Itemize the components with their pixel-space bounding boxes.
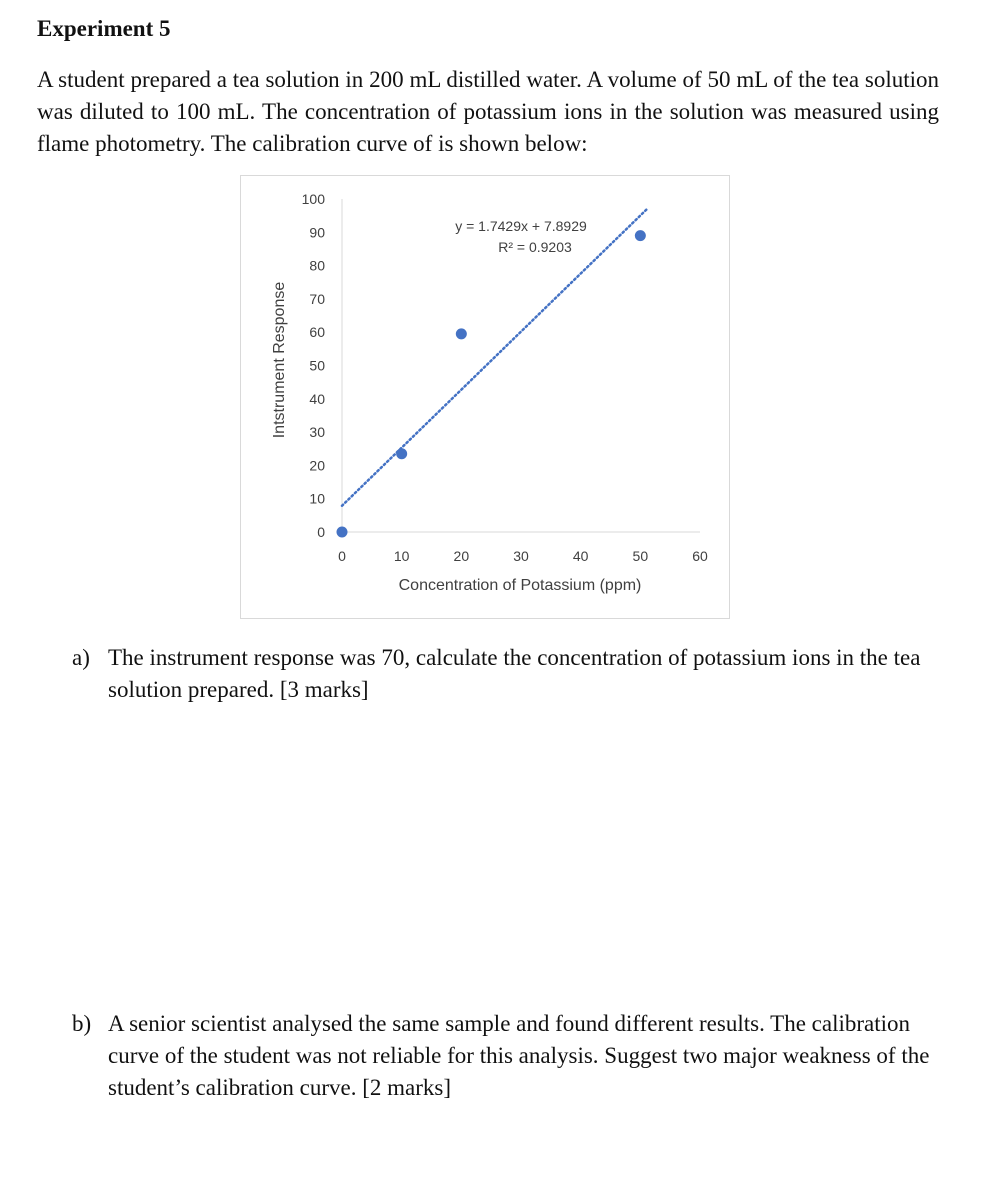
experiment-title: Experiment 5 xyxy=(37,16,171,41)
question-a-label: a) xyxy=(72,645,90,670)
x-tick-label: 40 xyxy=(572,548,589,564)
chart-svg xyxy=(241,176,731,620)
x-tick-label: 60 xyxy=(692,548,708,564)
question-a-text: The instrument response was 70, calculate the concentration of potassium ions in the tea solution prepared. [3 marks] xyxy=(108,645,921,702)
trendline xyxy=(342,210,646,506)
x-tick-label: 0 xyxy=(338,548,346,564)
trendline-r-squared: R² = 0.9203 xyxy=(498,239,572,255)
y-tick-label: 100 xyxy=(301,191,325,207)
data-point xyxy=(337,527,348,538)
x-tick-label: 20 xyxy=(453,548,470,564)
x-tick-label: 30 xyxy=(513,548,529,564)
question-b xyxy=(72,1008,940,1104)
question-b-text: A senior scientist analysed the same sample and found different results. The calibration curve of the student was not reliable for this analysis. Suggest two major weakness of the student’s calibration curve. [2 marks] xyxy=(108,1011,930,1100)
y-tick-labels xyxy=(302,191,326,540)
y-tick-label: 70 xyxy=(309,290,325,307)
y-tick-label: 80 xyxy=(309,257,325,274)
trendline-equation: y = 1.7429x + 7.8929 xyxy=(455,218,587,234)
x-tick-label: 10 xyxy=(393,548,410,564)
calibration-chart xyxy=(240,175,730,619)
y-tick-label: 90 xyxy=(309,224,325,241)
y-tick-label: 20 xyxy=(309,457,325,474)
intro-paragraph: A student prepared a tea solution in 200 mL distilled water. A volume of 50 mL of the tea solution was diluted to 100 mL. The concentration of potassium ions in the solution was measured using flame photometry. The calibration curve of is shown below: xyxy=(37,67,939,156)
y-tick-label: 0 xyxy=(317,524,325,540)
data-points xyxy=(337,230,646,537)
y-tick-label: 50 xyxy=(309,357,325,374)
question-a xyxy=(72,642,940,706)
data-point xyxy=(635,230,646,241)
data-point xyxy=(456,328,467,339)
y-tick-label: 10 xyxy=(309,490,325,507)
x-axis-title: Concentration of Potassium (ppm) xyxy=(398,577,642,594)
y-axis-title: Intstrument Response xyxy=(271,281,288,439)
y-tick-label: 40 xyxy=(309,390,325,407)
x-tick-label: 50 xyxy=(632,548,649,564)
question-b-label: b) xyxy=(72,1011,92,1036)
y-tick-label: 60 xyxy=(309,324,325,341)
data-point xyxy=(396,448,407,459)
y-tick-label: 30 xyxy=(309,424,325,441)
x-tick-labels xyxy=(338,548,708,564)
